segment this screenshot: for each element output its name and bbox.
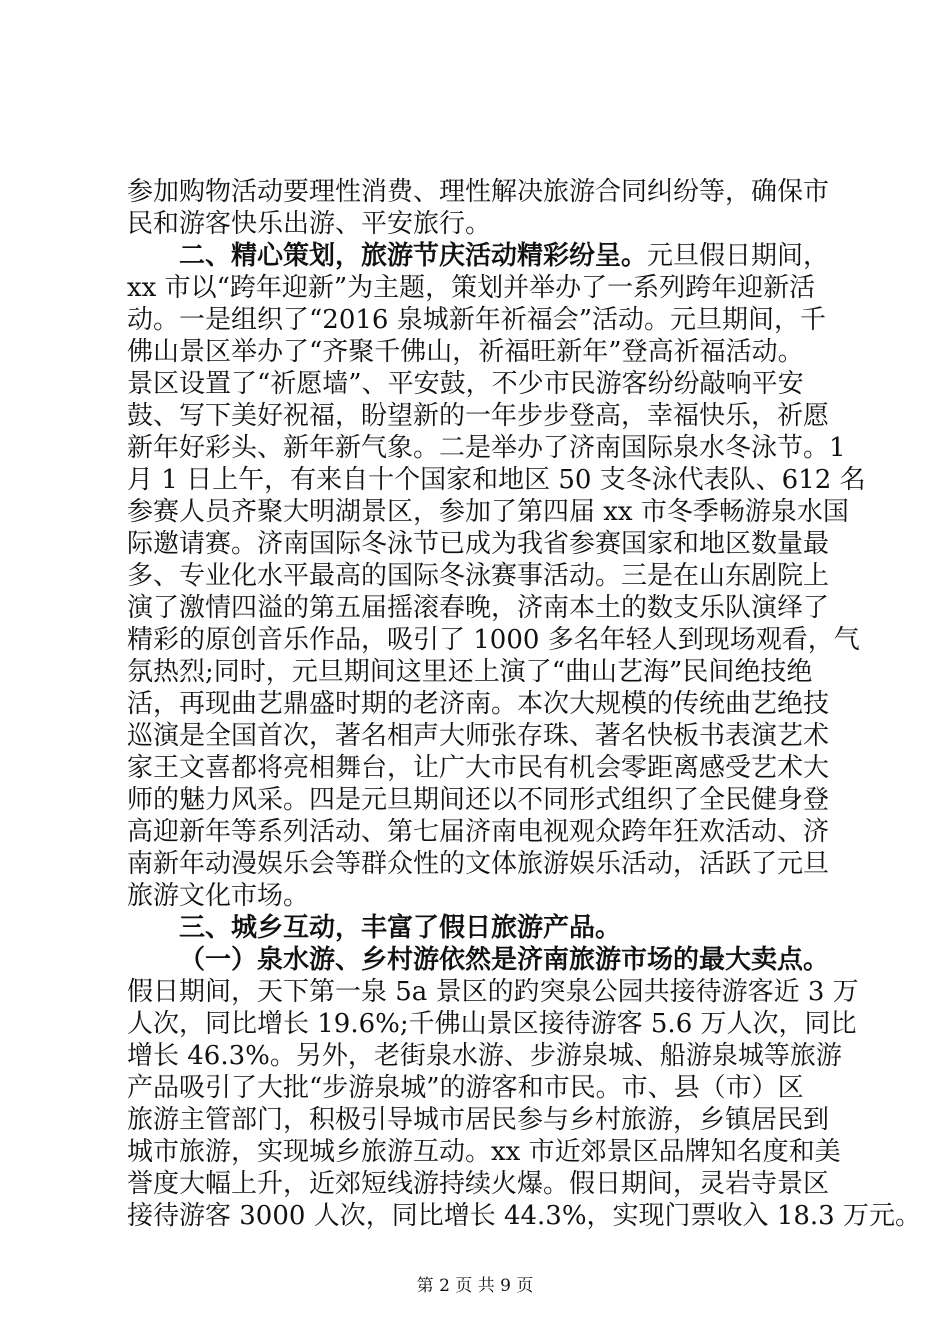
body-line: 接待游客 3000 人次，同比增长 44.3%，实现门票收入 18.3 万元。 [127,1201,921,1231]
page-number: 第 2 页 共 9 页 [416,1276,534,1296]
section-heading: 三、城乡互动，丰富了假日旅游产品。 [179,913,622,943]
body-line: xx 市以“跨年迎新”为主题，策划并举办了一系列跨年迎新活 [127,273,816,303]
body-line: 高迎新年等系列活动、第七届济南电视观众跨年狂欢活动、济 [127,817,830,847]
body-line: 演了激情四溢的第五届摇滚春晚，济南本土的数支乐队演绎了 [127,593,830,623]
body-line: 际邀请赛。济南国际冬泳节已成为我省参赛国家和地区数量最 [127,529,830,559]
body-line: 城市旅游，实现城乡旅游互动。xx 市近郊景区品牌知名度和美 [127,1137,841,1167]
section-heading: 二、精心策划，旅游节庆活动精彩纷呈。 [179,241,648,271]
body-line: 月 1 日上午，有来自十个国家和地区 50 支冬泳代表队、612 名 [127,465,866,495]
body-line: 民和游客快乐出游、平安旅行。 [127,209,492,239]
body-line: 精彩的原创音乐作品，吸引了 1000 多名年轻人到现场观看，气 [127,625,860,655]
body-line: 参赛人员齐聚大明湖景区，参加了第四届 xx 市冬季畅游泉水国 [127,497,849,527]
body-line: 新年好彩头、新年新气象。二是举办了济南国际泉水冬泳节。1 [127,433,846,463]
body-line: 旅游主管部门，积极引导城市居民参与乡村旅游，乡镇居民到 [127,1105,830,1135]
body-line: 家王文喜都将亮相舞台，让广大市民有机会零距离感受艺术大 [127,753,830,783]
body-line: 佛山景区举办了“齐聚千佛山，祈福旺新年”登高祈福活动。 [127,337,804,367]
body-line: 巡演是全国首次，著名相声大师张存珠、著名快板书表演艺术 [127,721,830,751]
body-line: 旅游文化市场。 [127,881,310,911]
body-line: 誉度大幅上升，近郊短线游持续火爆。假日期间，灵岩寺景区 [127,1169,830,1199]
body-line: 参加购物活动要理性消费、理性解决旅游合同纠纷等，确保市 [127,177,830,207]
page-footer [0,1275,950,1297]
body-line: 产品吸引了大批“步游泉城”的游客和市民。市、县（市）区 [127,1073,804,1103]
body-line: 多、专业化水平最高的国际冬泳赛事活动。三是在山东剧院上 [127,561,830,591]
body-line: 人次，同比增长 19.6%;千佛山景区接待游客 5.6 万人次，同比 [127,1009,857,1039]
body-line: 师的魅力风采。四是元旦期间还以不同形式组织了全民健身登 [127,785,830,815]
body-line: 假日期间，天下第一泉 5a 景区的趵突泉公园共接待游客近 3 万 [127,977,859,1007]
body-line: 动。一是组织了“2016 泉城新年祈福会”活动。元旦期间，千 [127,305,827,335]
body-line: 氛热烈;同时，元旦期间这里还上演了“曲山艺海”民间绝技绝 [127,657,813,687]
subsection-heading-line [179,944,829,976]
section-heading-line: 二、精心策划，旅游节庆活动精彩纷呈。元旦假日期间， [179,241,830,271]
subsection-heading: （一）泉水游、乡村游依然是济南旅游市场的最大卖点。 [179,945,830,975]
body-line: 南新年动漫娱乐会等群众性的文体旅游娱乐活动，活跃了元旦 [127,849,830,879]
body-line: 增长 46.3%。另外，老街泉水游、步游泉城、船游泉城等旅游 [127,1041,842,1071]
body-line: 景区设置了“祈愿墙”、平安鼓，不少市民游客纷纷敲响平安 [127,369,804,399]
section-heading-line [179,912,621,944]
body-line: 活，再现曲艺鼎盛时期的老济南。本次大规模的传统曲艺绝技 [127,689,830,719]
body-line: 鼓、写下美好祝福，盼望新的一年步步登高，幸福快乐，祈愿 [127,401,830,431]
